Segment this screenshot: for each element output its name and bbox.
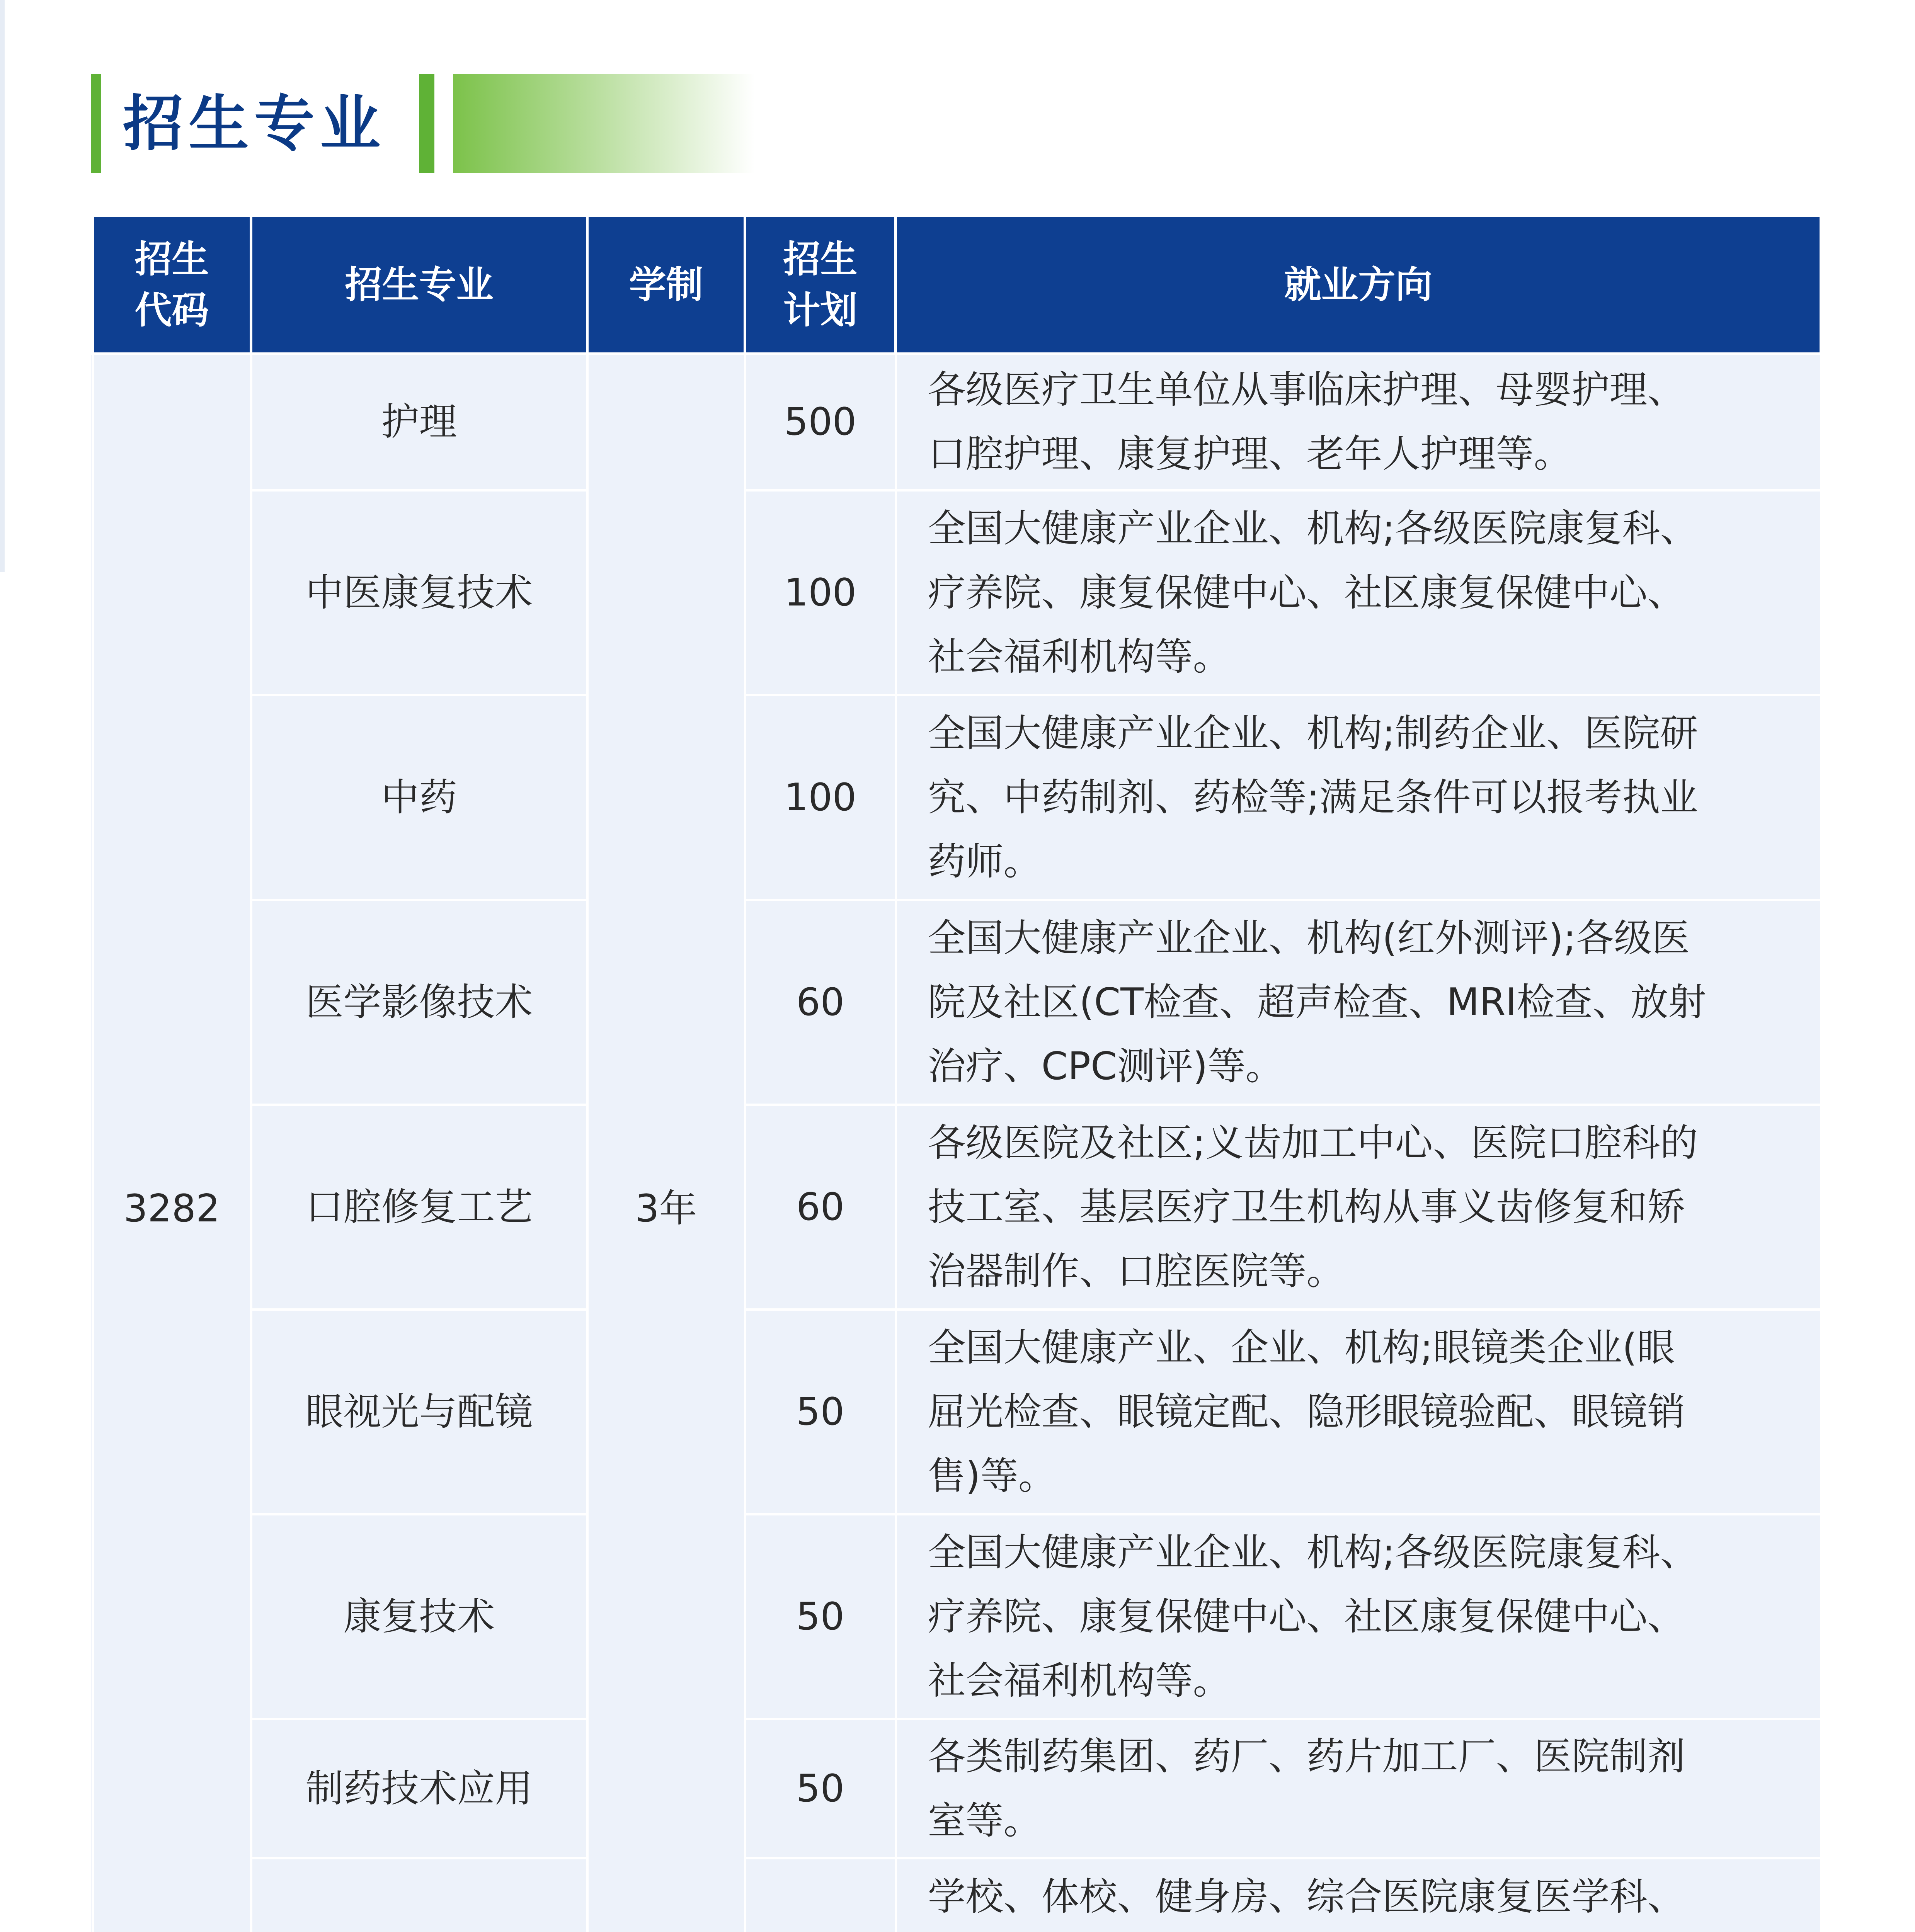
header-direction: 就业方向 xyxy=(896,217,1821,354)
major-cell: 医学影像技术 xyxy=(251,900,587,1105)
table-row xyxy=(93,354,1821,490)
table-row xyxy=(93,695,1821,900)
plan-cell: 60 xyxy=(745,900,896,1105)
plan-cell: 60 xyxy=(745,1105,896,1310)
table-row xyxy=(93,900,1821,1105)
plan-cell xyxy=(745,1858,896,1932)
plan-cell: 500 xyxy=(745,354,896,490)
page-edge-mark xyxy=(0,0,5,572)
direction-cell: 各级医疗卫生单位从事临床护理、母婴护理、 口腔护理、康复护理、老年人护理等。 xyxy=(896,354,1821,490)
direction-cell: 各类制药集团、药厂、药片加工厂、医院制剂 室等。 xyxy=(896,1719,1821,1858)
heading-divider-bar xyxy=(419,74,434,173)
duration-cell-3yr: 3年 xyxy=(587,354,745,1932)
code-cell-3282: 3282 xyxy=(93,354,251,1932)
header-duration: 学制 xyxy=(587,217,745,354)
header-code: 招生 代码 xyxy=(93,217,251,354)
direction-cell: 学校、体校、健身房、综合医院康复医学科、 xyxy=(896,1858,1821,1932)
direction-cell: 全国大健康产业企业、机构;各级医院康复科、 疗养院、康复保健中心、社区康复保健中心、 社会福利机构等。 xyxy=(896,1514,1821,1719)
major-cell: 中药 xyxy=(251,695,587,900)
table-header-row xyxy=(93,217,1821,354)
direction-cell: 全国大健康产业企业、机构;各级医院康复科、 疗养院、康复保健中心、社区康复保健中心、 社会福利机构等。 xyxy=(896,490,1821,695)
table-row xyxy=(93,1719,1821,1858)
header-major: 招生专业 xyxy=(251,217,587,354)
plan-cell: 100 xyxy=(745,490,896,695)
major-cell: 口腔修复工艺 xyxy=(251,1105,587,1310)
heading-accent-bar xyxy=(91,74,101,173)
table-row xyxy=(93,1514,1821,1719)
major-cell: 康复技术 xyxy=(251,1514,587,1719)
table-row xyxy=(93,1858,1821,1932)
table-row xyxy=(93,1105,1821,1310)
plan-cell: 50 xyxy=(745,1514,896,1719)
plan-cell: 50 xyxy=(745,1719,896,1858)
direction-cell: 各级医院及社区;义齿加工中心、医院口腔科的 技工室、基层医疗卫生机构从事义齿修复和矫 治器制作、口腔医院等。 xyxy=(896,1105,1821,1310)
direction-cell: 全国大健康产业、企业、机构;眼镜类企业(眼 屈光检查、眼镜定配、隐形眼镜验配、眼镜销 售)等。 xyxy=(896,1310,1821,1514)
plan-cell: 50 xyxy=(745,1310,896,1514)
major-cell: 护理 xyxy=(251,354,587,490)
direction-cell: 全国大健康产业企业、机构;制药企业、医院研 究、中药制剂、药检等;满足条件可以报考执业 药师。 xyxy=(896,695,1821,900)
enrollment-table xyxy=(91,217,1822,1932)
header-plan: 招生 计划 xyxy=(745,217,896,354)
major-cell xyxy=(251,1858,587,1932)
plan-cell: 100 xyxy=(745,695,896,900)
heading-gradient-band xyxy=(453,74,754,173)
section-heading: 招生专业 xyxy=(123,88,386,159)
direction-cell: 全国大健康产业企业、机构(红外测评);各级医 院及社区(CT检查、超声检查、MRI检查、放射 治疗、CPC测评)等。 xyxy=(896,900,1821,1105)
major-cell: 眼视光与配镜 xyxy=(251,1310,587,1514)
table-row xyxy=(93,490,1821,695)
major-cell: 制药技术应用 xyxy=(251,1719,587,1858)
major-cell: 中医康复技术 xyxy=(251,490,587,695)
table-row xyxy=(93,1310,1821,1514)
